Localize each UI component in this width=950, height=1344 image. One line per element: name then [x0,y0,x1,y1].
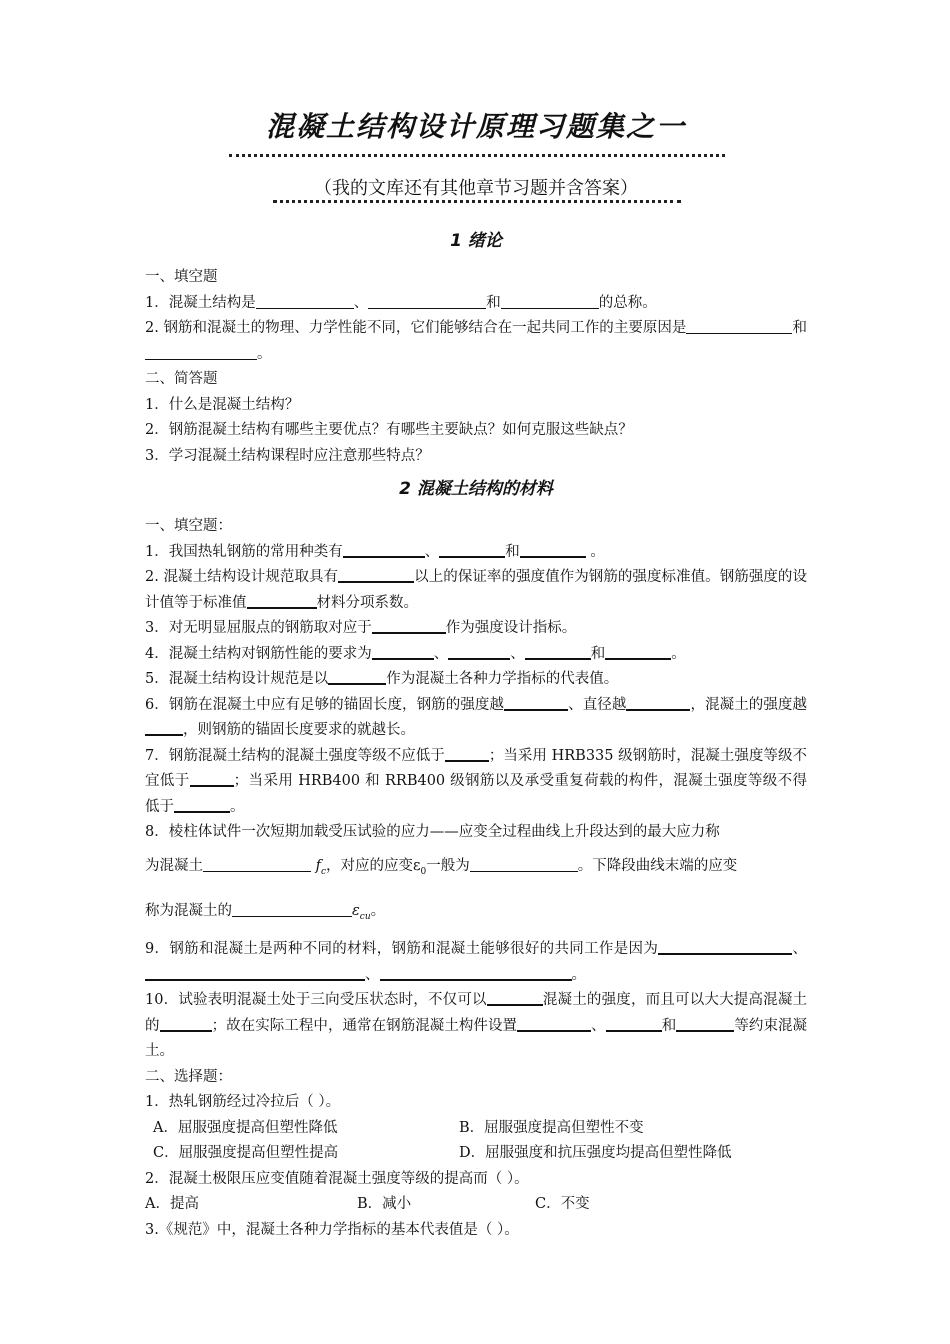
blank [232,902,352,917]
blank [343,542,425,558]
chapter-1-heading: 1 绪论 [450,231,502,251]
blank [372,644,434,660]
ch2-fill-heading: 一、填空题： [145,518,232,534]
blank [676,1016,734,1032]
blank [145,720,183,736]
option-c: C．不变 [535,1196,590,1213]
chapter-2-content [145,514,807,1243]
subtitle-dotted-rule [273,200,681,203]
document-subtitle: （我的文库还有其他章节习题并含答案） [314,178,638,199]
ch2-question-9: 9．钢筋和混凝土是两种不同的材料，钢筋和混凝土能够很好的共同工作是因为 、、 。 [145,941,808,983]
ch2-question-8: 8．棱柱体试件一次短期加载受压试验的应力——应变全过程曲线上升段达到的最大应力称 [145,824,720,840]
ch2-question-7: 7．钢筋混凝土结构的混凝土强度等级不应低于 ；当采用 HRB335 级钢筋时，混凝土强度等级不宜低于 ；当采用 HRB400 和 RRB400 级钢筋以及承受重复荷载的构件，混凝土强度等级不得低于 。 [145,747,808,815]
ch2-question-3: 3．对无明显屈服点的钢筋取对应于 作为强度设计指标。 [145,620,577,636]
ch2-question-8-end: 称为混凝土的 $\varepsilon_{cu}$。 [145,903,386,923]
ch2-choice-1-options-ab [145,1116,807,1142]
ch2-choice-1: 1．热轧钢筋经过冷拉后（ ）。 [145,1094,341,1111]
blank [525,644,591,660]
blank [190,771,234,787]
chapter-2-heading: 2 混凝土结构的材料 [399,479,553,499]
blank [470,857,578,872]
blank [504,695,568,711]
ch2-question-5: 5．混凝土结构设计规范是以 作为混凝土各种力学指标的代表值。 [145,671,619,687]
option-a: A．屈服强度提高但塑性降低 [153,1119,338,1136]
chapter-1-content [145,265,807,469]
ch2-question-4: 4．混凝土结构对钢筋性能的要求为 、 、 和 。 [145,645,686,662]
ch2-question-2: 2. 混凝土结构设计规范取具有 以上的保证率的强度值作为钢筋的强度标准值。钢筋强度的设计值等于标准值 材料分项系数。 [145,569,807,611]
blank [445,746,489,762]
ch2-choice-2-options [145,1192,807,1218]
ch2-choice-2: 2．混凝土极限压应变值随着混凝土强度等级的提高而（ ）。 [145,1170,529,1187]
ch1-short-question-1: 1．什么是混凝土结构？ [145,396,300,413]
blank [686,319,792,334]
blank [742,939,792,955]
blank [247,593,317,609]
ch2-question-10: 10．试验表明混凝土处于三向受压状态时，不仅可以 混凝土的强度，而且可以大大提高混凝土的 ；故在实际工程中，通常在钢筋混凝土构件设置 、 和 等约束混凝土。 [145,992,808,1060]
ch1-short-question-3: 3．学习混凝土结构课程时应注意那些特点？ [145,447,430,464]
ch2-question-6: 6．钢筋在混凝土中应有足够的锚固长度，钢筋的强度越 、直径越 ，混凝土的强度越，则钢筋的锚固长度要求的就越长。 [145,696,808,738]
blank [256,294,354,309]
option-b: B．屈服强度提高但塑性不变 [459,1119,644,1136]
ch2-choice-3: 3.《规范》中，混凝土各种力学指标的基本代表值是（ ）。 [145,1221,519,1238]
blank [174,797,230,813]
blank [203,857,311,872]
blank [501,294,599,309]
option-b: B．减小 [357,1196,412,1213]
blank [160,1016,212,1032]
blank [145,965,365,981]
option-d: D．屈服强度和抗压强度均提高但塑性降低 [459,1145,732,1162]
blank [380,965,572,981]
ch1-question-2: 2. 钢筋和混凝土的物理、力学性能不同，它们能够结合在一起共同工作的主要原因是 和。 [145,320,807,362]
blank [439,542,505,558]
blank [372,618,446,634]
blank [145,345,257,360]
blank [487,990,543,1006]
ch2-question-1: 1．我国热轧钢筋的常用种类有 、 和 。 [145,543,605,560]
blank [328,669,386,685]
ch2-question-8-cont: 为混凝土 $f_c$，对应的应变$\varepsilon_0$一般为 。下降段曲线末端的应变 [145,857,738,877]
blank [605,644,671,660]
ch1-question-1: 1．混凝土结构是 、 和 的总称。 [145,294,657,311]
option-a: A．提高 [145,1196,199,1213]
ch1-short-question-2: 2．钢筋混凝土结构有哪些主要优点？有哪些主要缺点？如何克服这些缺点？ [145,422,633,438]
ch1-short-heading: 二、简答题 [145,371,218,387]
blank [368,294,486,309]
blank [520,542,586,558]
blank [606,1016,662,1032]
blank [626,695,690,711]
blank [338,567,414,583]
option-c: C．屈服强度提高但塑性提高 [153,1145,339,1162]
document-title: 混凝土结构设计原理习题集之一 [265,110,686,143]
title-dotted-rule [229,154,725,157]
blank [517,1016,591,1032]
ch1-fill-heading: 一、填空题 [145,269,218,285]
ch2-choice-heading: 二、选择题： [145,1068,232,1085]
blank [658,939,742,955]
blank [448,644,510,660]
ch2-choice-1-options-cd [145,1141,807,1167]
